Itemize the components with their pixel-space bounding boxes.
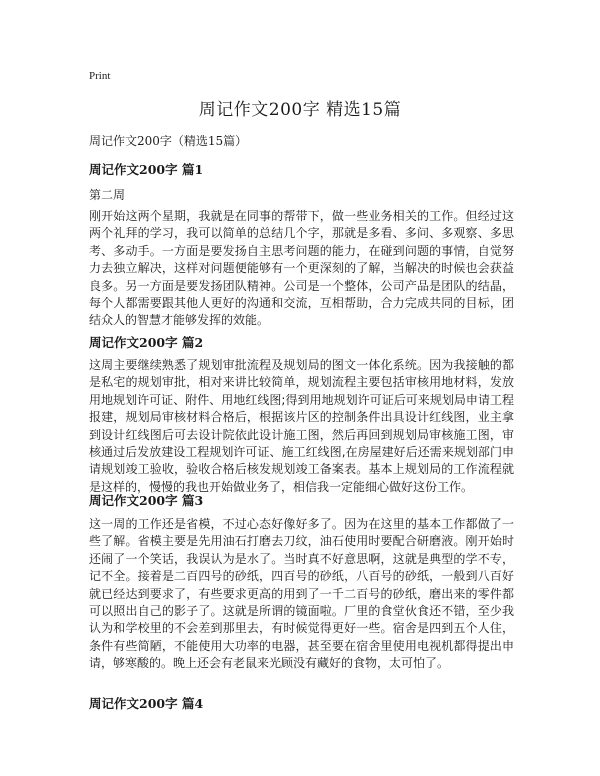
page-title: 周记作文200字 精选15篇 [198, 100, 402, 120]
section-heading-2: 周记作文200字 篇2 [89, 335, 204, 350]
section-body-3: 这一周的工作还是省模，不过心态好像好多了。因为在这里的基本工作都做了一些了解。省模主要是先用油石打磨去刀纹，油石使用时要配合研磨液。刚开始时还闹了一个笑话，我误认为是水了。当时真不好意思啊，这就是典型的学不专，记不全。接着是二百四号的砂纸，四百号的砂纸，八百号的砂纸，一般到八百好就已经达到要求了，有些要求更高的用到了一千二百号的砂纸，磨出来的零件都可以照出自己的影子了。这就是所谓的镜面啦。厂里的食堂伙食还不错，至少我认为和学校里的不会差到那里去，有时候觉得更好一些。宿舍是四到五个人住，条件有些简陋，不能使用大功率的电器，甚至要在宿舍里使用电视机都得提出申请，够寒酸的。晚上还会有老鼠来光顾没有藏好的食物，太可怕了。 [89, 517, 514, 671]
section-body-2: 这周主要继续熟悉了规划审批流程及规划局的图文一体化系统。因为我接触的都是私宅的规划审批，相对来讲比较简单，规划流程主要包括审核用地材料，发放用地规划许可证、附件、用地红线图;得到用地规划许可证后可来规划局申请工程报建，规划局审核材料合格后，根据该片区的控制条件出具设计红线图，业主拿到设计红线图后可去设计院依此设计施工图，然后再回到规划局审核施工图，审核通过后发放建设工程规划许可证、施工红线图,在房屋建好后还需来规划部门申请规划竣工验收，验收合格后核发规划竣工备案表。基本上规划局的工作流程就是这样的，慢慢的我也开始做业务了，相信我一定能细心做好这份工作。 [89, 358, 514, 494]
section-body-1: 刚开始这两个星期，我就是在同事的帮带下，做一些业务相关的工作。但经过这两个礼拜的学习，我可以简单的总结几个字，那就是多看、多问、多观察、多思考、多动手。一方面是要发扬自主思考问题的能力，在碰到问题的事情，自觉努力去独立解决，这样对问题便能够有一个更深刻的了解，当解决的时候也会获益良多。另一方面是要发扬团队精神。公司是一个整体，公司产品是团队的结晶，每个人都需要跟其他人更好的沟通和交流，互相帮助，合力完成共同的目标，团结众人的智慧才能够发挥的效能。 [89, 209, 514, 328]
document-subtitle: 周记作文200字（精选15篇） [89, 134, 248, 148]
section-heading-1: 周记作文200字 篇1 [89, 162, 204, 177]
section-heading-3: 周记作文200字 篇3 [89, 493, 204, 508]
print-link[interactable]: Print [89, 70, 111, 82]
section-heading-4: 周记作文200字 篇4 [89, 696, 204, 711]
section-intro-1: 第二周 [89, 188, 126, 202]
